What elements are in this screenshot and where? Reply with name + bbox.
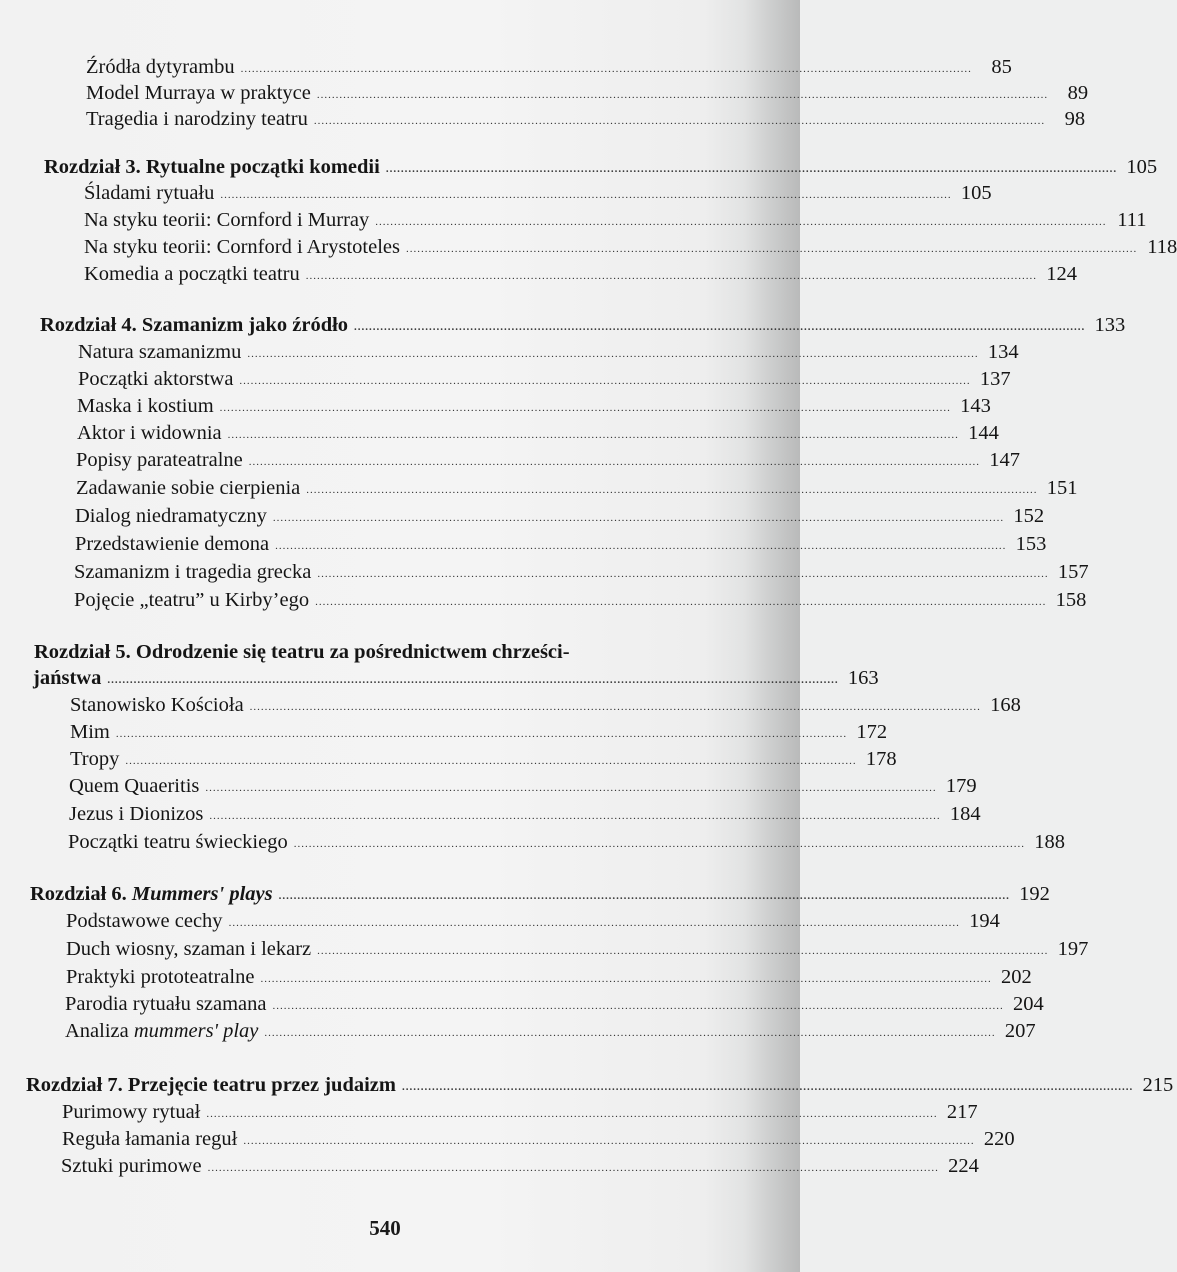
toc-entry — [78, 339, 1019, 369]
toc-entry — [65, 991, 1044, 1021]
entry-page: 204 — [1013, 993, 1044, 1015]
entry-page: 184 — [949, 803, 981, 825]
entry-title: Tragedia i narodziny teatru — [86, 108, 308, 130]
entry-page: 153 — [1015, 533, 1047, 555]
entry-title: Komedia a początki teatru — [84, 263, 300, 285]
entry-title: Stanowisko Kościoła — [70, 694, 244, 716]
chapter-title-italic: Mummers' plays — [131, 883, 273, 905]
entry-title-prefix: Analiza — [65, 1020, 134, 1042]
leader-dots: ................................................................................................................................................................................................... — [317, 568, 1049, 580]
entry-title: Podstawowe cechy — [66, 910, 223, 932]
entry-title: Model Murraya w praktyce — [86, 82, 311, 104]
leader-dots: ................................................................................................................................................................................................... — [401, 1081, 1134, 1093]
toc-entry — [62, 1126, 1015, 1156]
entry-page: 172 — [856, 721, 888, 743]
entry-title: Zadawanie sobie cierpienia — [76, 477, 301, 499]
entry-page: 179 — [945, 775, 977, 797]
toc-entry — [76, 475, 1078, 505]
entry-page: 85 — [991, 56, 1012, 78]
entry-page: 152 — [1013, 505, 1045, 527]
entry-title: Początki teatru świeckiego — [68, 831, 288, 853]
entry-page: 111 — [1117, 209, 1147, 231]
entry-title: Sztuki purimowe — [61, 1155, 202, 1177]
toc-entry — [75, 531, 1047, 561]
toc-entry — [78, 366, 1011, 396]
toc-entry — [76, 447, 1021, 477]
toc-entry — [69, 801, 981, 831]
entry-title: Pojęcie „teatru” u Kirby’ego — [74, 589, 310, 611]
entry-page: 98 — [1064, 108, 1086, 130]
entry-page: 178 — [865, 748, 897, 770]
entry-page: 194 — [969, 910, 1000, 932]
chapter-page: 105 — [1126, 156, 1158, 178]
chapter-title: Rozdział 7. Przejęcie teatru przez judaizm — [26, 1074, 396, 1096]
leader-dots: ................................................................................................................................................................................................... — [316, 89, 1049, 101]
chapter-page: 215 — [1142, 1074, 1174, 1096]
toc-entry — [84, 234, 1177, 264]
chapter-title-line1: Rozdział 5. Odrodzenie się teatru za pośrednictwem chrześci- — [34, 641, 570, 663]
leader-dots: ................................................................................................................................................................................................... — [125, 755, 857, 767]
toc-entry — [74, 559, 1089, 589]
toc-entry — [86, 106, 1086, 136]
chapter-page: 163 — [847, 667, 879, 689]
toc-entry — [69, 773, 977, 803]
leader-dots: ................................................................................................................................................................................................... — [220, 189, 952, 201]
toc-entry — [66, 908, 1000, 938]
chapter-page: 192 — [1019, 883, 1050, 905]
leader-dots: ................................................................................................................................................................................................... — [264, 1027, 996, 1039]
entry-title: Parodia rytuału szamana — [65, 993, 267, 1015]
leader-dots: ................................................................................................................................................................................................... — [354, 321, 1086, 333]
leader-dots: ................................................................................................................................................................................................... — [240, 63, 972, 75]
toc-entry — [77, 420, 999, 450]
leader-dots: ................................................................................................................................................................................................... — [207, 1162, 939, 1174]
toc-entry — [68, 829, 1065, 859]
toc-entry — [84, 207, 1147, 237]
entry-title: Reguła łamania reguł — [62, 1128, 238, 1150]
toc-entry — [62, 1099, 978, 1129]
entry-title: Źródła dytyrambu — [86, 56, 235, 78]
toc-entry — [75, 503, 1045, 533]
entry-page: 118 — [1147, 236, 1177, 258]
chapter-title: jaństwa — [33, 667, 102, 689]
entry-page: 147 — [989, 449, 1021, 471]
chapter-title: Rozdział 4. Szamanizm jako źródło — [40, 314, 349, 336]
leader-dots: ................................................................................................................................................................................................... — [107, 674, 839, 686]
leader-dots: ................................................................................................................................................................................................... — [219, 402, 951, 414]
leader-dots: ................................................................................................................................................................................................... — [375, 216, 1107, 228]
entry-page: 137 — [979, 368, 1011, 390]
toc-entry — [84, 261, 1077, 291]
leader-dots: ................................................................................................................................................................................................... — [315, 596, 1047, 608]
toc-entry — [66, 964, 1032, 994]
toc-entry — [61, 1153, 979, 1183]
entry-title: Duch wiosny, szaman i lekarz — [66, 938, 312, 960]
entry-title: Dialog niedramatyczny — [75, 505, 267, 527]
toc-entry — [84, 180, 992, 210]
entry-page: 151 — [1046, 477, 1078, 499]
entry-title: Mim — [70, 721, 110, 743]
toc-entry — [74, 587, 1087, 617]
entry-title: Początki aktorstwa — [78, 368, 234, 390]
leader-dots: ................................................................................................................................................................................................... — [293, 838, 1025, 850]
toc-entry — [70, 746, 897, 776]
leader-dots: ................................................................................................................................................................................................... — [260, 973, 992, 985]
entry-page: 197 — [1057, 938, 1089, 960]
toc-chapter-entry — [26, 1072, 1174, 1102]
entry-page: 220 — [983, 1128, 1015, 1150]
entry-title: Maska i kostium — [77, 395, 214, 417]
entry-title: Na styku teorii: Cornford i Murray — [84, 209, 370, 231]
entry-page: 188 — [1034, 831, 1065, 853]
entry-title-italic: mummers' play — [133, 1020, 259, 1042]
entry-title: Tropy — [70, 748, 120, 770]
leader-dots: ................................................................................................................................................................................................... — [209, 810, 941, 822]
leader-dots: ................................................................................................................................................................................................... — [385, 163, 1118, 175]
entry-title: Quem Quaeritis — [69, 775, 200, 797]
leader-dots: ................................................................................................................................................................................................... — [248, 456, 981, 468]
entry-title: Aktor i widownia — [77, 422, 222, 444]
leader-dots: ................................................................................................................................................................................................... — [239, 375, 971, 387]
leader-dots: ................................................................................................................................................................................................... — [243, 1135, 975, 1147]
entry-title: Śladami rytuału — [84, 182, 215, 204]
entry-page: 124 — [1046, 263, 1077, 285]
chapter-title — [30, 881, 279, 908]
leader-dots: ................................................................................................................................................................................................... — [205, 782, 937, 794]
leader-dots: ................................................................................................................................................................................................... — [272, 1000, 1004, 1012]
leader-dots: ................................................................................................................................................................................................... — [272, 512, 1005, 524]
toc-entry — [70, 692, 1021, 722]
entry-title: Natura szamanizmu — [78, 341, 242, 363]
entry-title: Jezus i Dionizos — [69, 803, 204, 825]
leader-dots: ................................................................................................................................................................................................... — [206, 1108, 938, 1120]
chapter-page: 133 — [1094, 314, 1126, 336]
chapter-title-prefix: Rozdział 6. — [30, 883, 132, 905]
entry-page: 157 — [1057, 561, 1089, 583]
toc-entry — [66, 936, 1089, 966]
toc-chapter-entry — [40, 312, 1126, 342]
entry-page: 224 — [948, 1155, 979, 1177]
toc-entry — [70, 719, 888, 749]
toc-chapter-entry — [30, 881, 1050, 911]
entry-page: 134 — [987, 341, 1019, 363]
leader-dots: ................................................................................................................................................................................................... — [305, 270, 1037, 282]
entry-title — [65, 1018, 264, 1045]
entry-page: 207 — [1004, 1020, 1036, 1042]
page-number: 540 — [369, 1216, 401, 1240]
leader-dots: ................................................................................................................................................................................................... — [115, 728, 848, 740]
entry-page: 144 — [968, 422, 999, 444]
entry-title: Przedstawienie demona — [75, 533, 270, 555]
entry-title: Purimowy rytuał — [62, 1101, 201, 1123]
leader-dots: ................................................................................................................................................................................................... — [313, 115, 1046, 127]
toc-entry — [65, 1018, 1036, 1048]
leader-dots: ................................................................................................................................................................................................... — [249, 701, 981, 713]
chapter-title: Rozdział 3. Rytualne początki komedii — [44, 156, 380, 178]
leader-dots: ................................................................................................................................................................................................... — [247, 348, 979, 360]
leader-dots: ................................................................................................................................................................................................... — [227, 429, 959, 441]
entry-page: 143 — [960, 395, 991, 417]
entry-title: Na styku teorii: Cornford i Arystoteles — [84, 236, 400, 258]
leader-dots: ................................................................................................................................................................................................... — [228, 917, 960, 929]
entry-title: Popisy parateatralne — [76, 449, 243, 471]
entry-page: 202 — [1000, 966, 1032, 988]
leader-dots: ................................................................................................................................................................................................... — [278, 890, 1010, 902]
entry-page: 158 — [1055, 589, 1087, 611]
leader-dots: ................................................................................................................................................................................................... — [275, 540, 1007, 552]
entry-title: Szamanizm i tragedia grecka — [74, 561, 312, 583]
leader-dots: ................................................................................................................................................................................................... — [306, 484, 1038, 496]
toc-entry — [77, 393, 991, 423]
toc-chapter-entry — [33, 665, 879, 695]
entry-page: 89 — [1067, 82, 1089, 104]
leader-dots: ................................................................................................................................................................................................... — [406, 243, 1138, 255]
entry-page: 217 — [946, 1101, 978, 1123]
entry-page: 168 — [990, 694, 1021, 716]
leader-dots: ................................................................................................................................................................................................... — [317, 945, 1049, 957]
entry-page: 105 — [960, 182, 992, 204]
entry-title: Praktyki prototeatralne — [66, 966, 255, 988]
